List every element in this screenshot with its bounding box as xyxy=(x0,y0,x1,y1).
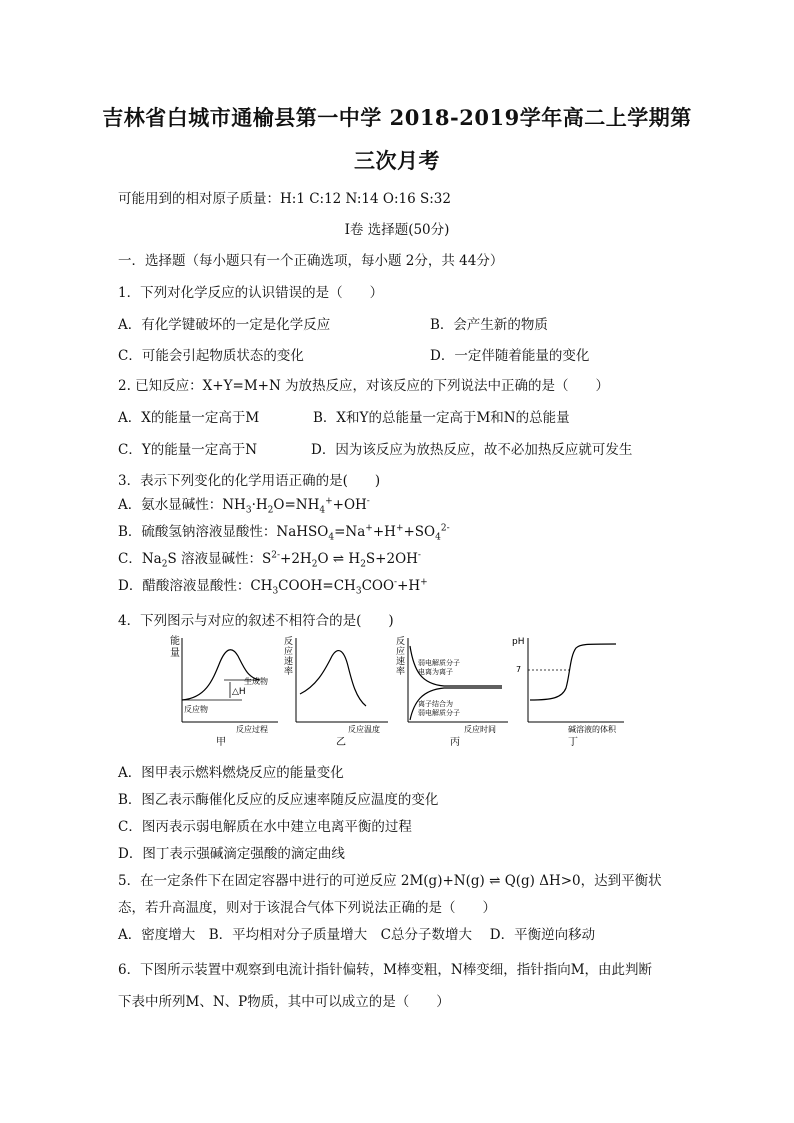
fig-jia-ylabel1: 能 xyxy=(170,636,180,647)
q4-option-a: A．图甲表示燃料燃烧反应的能量变化 xyxy=(118,765,344,781)
fig-yi-curve xyxy=(300,651,366,706)
fig-yi-ylabel1: 反 xyxy=(284,637,294,647)
q5-line1: 5．在一定条件下在固定容器中进行的可逆反应 2M(g)+N(g) ⇌ Q(g) ΔH>0，达到平衡状 xyxy=(118,873,662,889)
fig-bing-xlabel: 反应时间 xyxy=(464,725,496,734)
q3-option-a: A．氨水显碱性：$NH_3\cdot H_2O=NH_4^++OH^-$ xyxy=(118,496,370,516)
q3-stem: 3．表示下列变化的化学用语正确的是( ) xyxy=(118,473,381,489)
q5-options: A．密度增大 B．平均相对分子质量增大 C总分子数增大 D．平衡逆向移动 xyxy=(118,927,596,943)
q1-option-c: C．可能会引起物质状态的变化 xyxy=(118,348,304,364)
q6-line2: 下表中所列M、N、P物质，其中可以成立的是（ ） xyxy=(118,994,450,1010)
fig-bing-ylabel3: 速 xyxy=(396,657,406,667)
fig-yi-xlabel: 反应温度 xyxy=(348,725,380,734)
q2-option-b: B．X和Y的总能量一定高于M和N的总能量 xyxy=(313,410,570,426)
fig-jia-reactant: 反应物 xyxy=(184,705,208,714)
fig-ding-name: 丁 xyxy=(568,737,578,747)
q3-option-b: B．硫酸氢钠溶液显酸性：$NaHSO_4=Na^++H^++SO_4^{2-}$ xyxy=(118,523,450,543)
figure-yi xyxy=(280,632,392,747)
fig-bing-name: 丙 xyxy=(450,737,460,747)
fig-bing-upper1: 弱电解质分子 xyxy=(418,659,460,667)
fig-bing-ylabel4: 率 xyxy=(396,667,406,677)
fig-bing-ylabel2: 应 xyxy=(396,647,406,657)
q4-stem: 4．下列图示与对应的叙述不相符合的是( ) xyxy=(118,613,394,629)
fig-jia-ylabel2: 量 xyxy=(170,648,180,659)
exam-title-line1: 吉林省白城市通榆县第一中学 2018-2019学年高二上学期第 xyxy=(102,105,692,130)
q1-option-b: B．会产生新的物质 xyxy=(430,317,548,333)
q4-option-b: B．图乙表示酶催化反应的反应速率随反应温度的变化 xyxy=(118,792,439,808)
q2-option-c: C．Y的能量一定高于N xyxy=(118,442,258,458)
fig-ding-xlabel: 碱溶液的体积 xyxy=(568,725,616,734)
q1-option-a: A．有化学键破坏的一定是化学反应 xyxy=(118,317,331,333)
figure-bing xyxy=(394,632,512,747)
part1-heading: 一．选择题（每小题只有一个正确选项，每小题 2分，共 44分） xyxy=(118,253,504,269)
q2-stem: 2. 已知反应：X+Y=M+N 为放热反应，对该反应的下列说法中正确的是（ ） xyxy=(118,378,610,394)
q4-option-d: D．图丁表示强碱滴定强酸的滴定曲线 xyxy=(118,846,345,862)
q2-option-a: A．X的能量一定高于M xyxy=(118,410,260,426)
q1-option-d: D．一定伴随着能量的变化 xyxy=(430,348,590,364)
fig-jia-dh: △H xyxy=(232,687,246,697)
fig-jia-xlabel: 反应过程 xyxy=(236,725,268,734)
fig-bing-upper2: 电离为离子 xyxy=(418,668,453,676)
q3-option-d: D．醋酸溶液显酸性：$CH_3COOH=CH_3COO^-+H^+$ xyxy=(118,577,428,597)
fig-bing-lower1: 离子结合为 xyxy=(418,700,453,708)
q2-option-d: D．因为该反应为放热反应，故不必加热反应就可发生 xyxy=(311,442,633,458)
figure-jia xyxy=(160,632,280,747)
fig-jia-curve xyxy=(182,650,260,700)
atomic-mass-note: 可能用到的相对原子质量：H:1 C:12 N:14 O:16 S:32 xyxy=(118,191,451,207)
fig-ding-tick7: 7 xyxy=(516,665,522,674)
q4-option-c: C．图丙表示弱电解质在水中建立电离平衡的过程 xyxy=(118,819,412,835)
q5-line2: 态，若升高温度，则对于该混合气体下列说法正确的是（ ） xyxy=(118,900,496,916)
fig-yi-ylabel4: 率 xyxy=(284,667,294,677)
fig-ding-curve xyxy=(530,644,616,700)
fig-bing-lower2: 弱电解质分子 xyxy=(418,709,460,717)
reversible-arrow-icon: ⇌ xyxy=(332,551,345,567)
fig-jia-product: 生成物 xyxy=(244,677,268,686)
fig-bing-ylabel1: 反 xyxy=(396,637,406,647)
section-title: Ⅰ卷 选择题(50分) xyxy=(344,222,450,238)
q6-line1: 6．下图所示装置中观察到电流计指针偏转，M棒变粗，N棒变细，指针指向M，由此判断 xyxy=(118,962,653,978)
q4-figures xyxy=(160,632,630,752)
q1-stem: 1．下列对化学反应的认识错误的是（ ） xyxy=(118,285,384,301)
exam-title-line2: 三次月考 xyxy=(354,148,440,173)
fig-yi-ylabel3: 速 xyxy=(284,657,294,667)
figure-ding xyxy=(512,632,628,747)
fig-yi-ylabel2: 应 xyxy=(284,647,294,657)
fig-yi-name: 乙 xyxy=(336,737,346,747)
fig-ding-ylabel: pH xyxy=(512,637,525,647)
fig-jia-name: 甲 xyxy=(216,737,226,747)
q3-option-c: C．$Na_2S$ 溶液显碱性：$S^{2-}+2H_2O$ ⇌ $H_2S+2OH^-$ xyxy=(118,550,421,570)
reversible-arrow-icon: ⇌ xyxy=(489,873,501,889)
